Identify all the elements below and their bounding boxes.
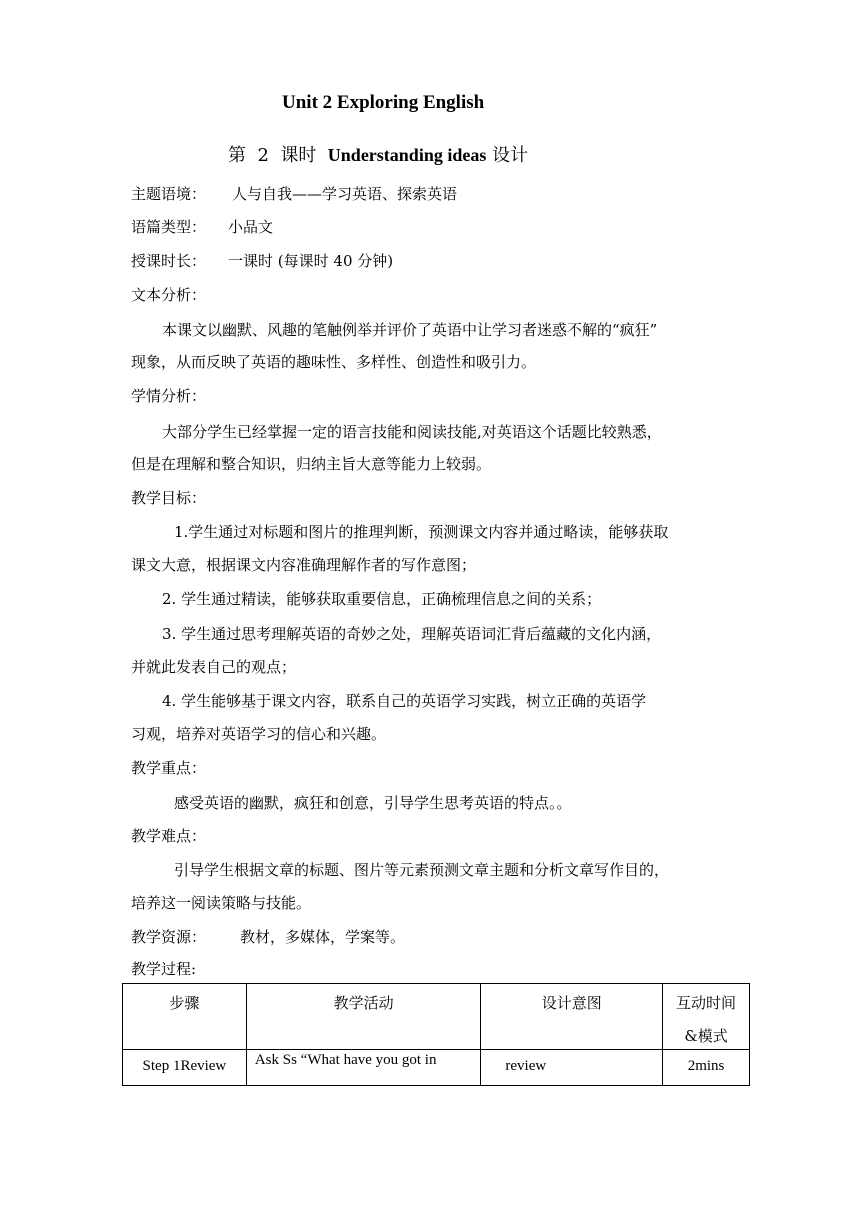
table-cell: Ask Ss “What have you got in [246,1050,481,1086]
meta-label: 语篇类型： [131,218,207,236]
header-cell: 设计意图 [481,984,663,1050]
objectives-heading: 教学目标： [131,489,207,507]
paragraph-line: 现象，从而反映了英语的趣味性、多样性、创造性和吸引力。 [131,353,537,371]
student-analysis-heading: 学情分析： [131,387,207,405]
objective-line: 1.学生通过对标题和图片的推理判断，预测课文内容并通过略读，能够获取 [174,523,669,541]
table-cell: Step 1Review [123,1050,247,1086]
key-points-heading: 教学重点： [131,759,207,777]
teaching-process-table [122,983,750,1086]
meta-label: 主题语境： [131,185,207,203]
subtitle-lesson-name: Understanding ideas [327,145,487,165]
objective-line: 课文大意，根据课文内容准确理解作者的写作意图； [131,556,477,574]
table-cell: 2mins [663,1050,750,1086]
subtitle-prefix: 第 2 课时 [228,145,328,166]
objective-line: 并就此发表自己的观点； [131,658,297,676]
meta-value: 小品文 [228,218,274,236]
paragraph-line: 感受英语的幽默，疯狂和创意，引导学生思考英语的特点。。 [174,794,572,812]
resources-label: 教学资源： [131,928,207,946]
text-analysis-heading: 文本分析： [131,286,207,304]
paragraph-line: 但是在理解和整合知识，归纳主旨大意等能力上较弱。 [131,455,492,473]
header-cell: 教学活动 [246,984,481,1050]
objective-line: 习观，培养对英语学习的信心和兴趣。 [131,725,387,743]
meta-value: 一课时 (每课时 40 分钟) [228,252,394,270]
objective-line: 2. 学生通过精读，能够获取重要信息，正确梳理信息之间的关系； [162,590,602,608]
paragraph-line: 引导学生根据文章的标题、图片等元素预测文章主题和分析文章写作目的， [174,861,670,879]
meta-value: 人与自我——学习英语、探索英语 [232,185,458,203]
paragraph-line: 大部分学生已经掌握一定的语言技能和阅读技能,对英语这个话题比较熟悉， [162,423,662,441]
process-heading: 教学过程: [131,960,197,978]
header-cell: 步骤 [123,984,247,1050]
table-header-row [123,984,750,1050]
resources-line [131,927,751,947]
meta-duration [131,251,751,271]
objective-line: 3. 学生通过思考理解英语的奇妙之处，理解英语词汇背后蕴藏的文化内涵， [162,625,662,643]
meta-label: 授课时长： [131,252,207,270]
meta-theme [131,184,751,204]
subtitle-suffix: 设计 [486,145,529,166]
difficult-points-heading: 教学难点： [131,827,207,845]
table-row [123,1050,750,1086]
header-cell: 互动时间 &模式 [663,984,750,1050]
document-title: Unit 2 Exploring English [282,92,485,113]
table-cell: review [481,1050,663,1086]
meta-genre [131,217,751,237]
paragraph-line: 本课文以幽默、风趣的笔触例举并评价了英语中让学习者迷惑不解的“疯狂” [162,321,658,339]
paragraph-line: 培养这一阅读策略与技能。 [131,894,312,912]
lesson-subtitle [228,141,528,167]
resources-value: 教材，多媒体，学案等。 [240,928,406,946]
objective-line: 4. 学生能够基于课文内容，联系自己的英语学习实践，树立正确的英语学 [162,692,647,710]
